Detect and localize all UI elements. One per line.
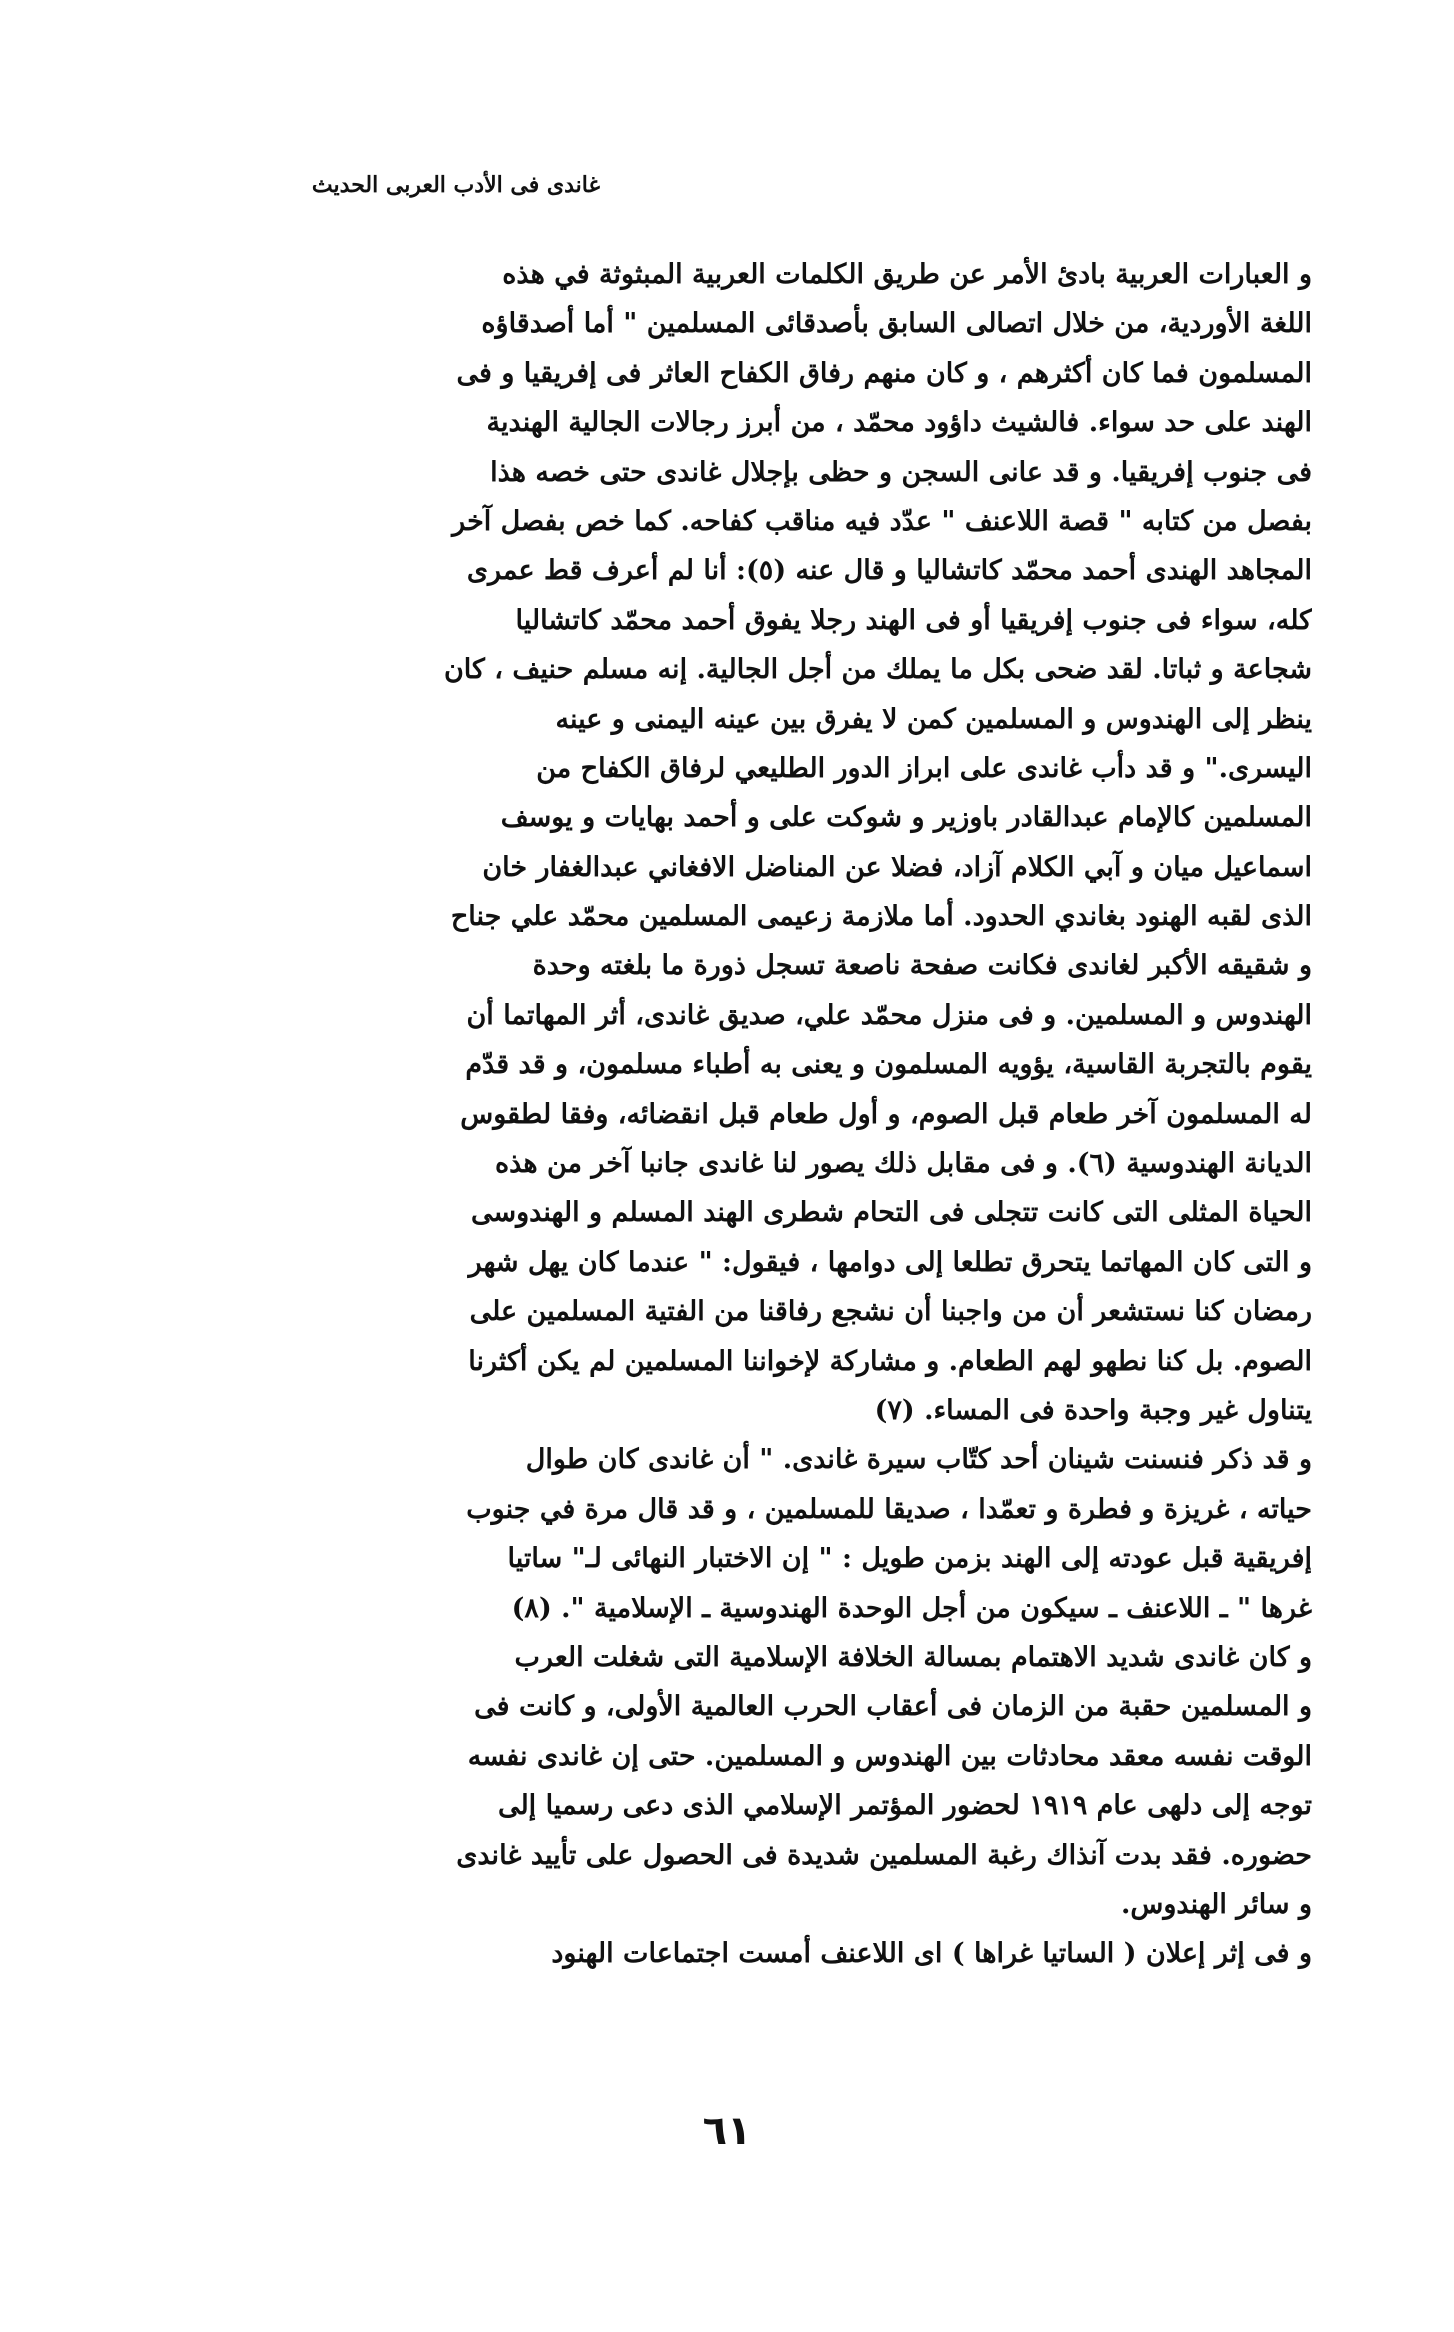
- text-line: المسلمين كالإمام عبدالقادر باوزير و شوكت على و أحمد بهايات و يوسف: [500, 802, 1312, 834]
- text-line: الديانة الهندوسية (٦). و فى مقابل ذلك يصور لنا غاندى جانبا آخر من هذه: [495, 1148, 1312, 1180]
- text-line: حياته ، غريزة و فطرة و تعمّدا ، صديقا للمسلمين ، و قد قال مرة في جنوب: [466, 1493, 1312, 1525]
- text-line: المجاهد الهندى أحمد محمّد كاتشاليا و قال عنه (٥): أنا لم أعرف قط عمرى: [466, 555, 1312, 587]
- text-line: توجه إلى دلهى عام ١٩١٩ لحضور المؤتمر الإسلامي الذى دعى رسميا إلى: [497, 1790, 1312, 1822]
- text-line: فى جنوب إفريقيا. و قد عانى السجن و حظى بإجلال غاندى حتى خصه هذا: [490, 456, 1312, 488]
- text-line: له المسلمون آخر طعام قبل الصوم، و أول طعام قبل انقضائه، وفقا لطقوس: [460, 1098, 1312, 1130]
- text-line: رمضان كنا نستشعر أن من واجبنا أن نشجع رفاقنا من الفتية المسلمين على: [469, 1296, 1312, 1328]
- text-line: يقوم بالتجربة القاسية، يؤويه المسلمون و يعنى به أطباء مسلمون، و قد قدّم: [465, 1049, 1312, 1081]
- text-line: و التى كان المهاتما يتحرق تطلعا إلى دوامها ، فيقول: " عندما كان يهل شهر: [468, 1246, 1312, 1278]
- text-line: الصوم. بل كنا نطهو لهم الطعام. و مشاركة لإخواننا المسلمين لم يكن أكثرنا: [468, 1345, 1312, 1377]
- page-number: ٦١: [702, 2108, 752, 2154]
- text-line: اسماعيل ميان و آبي الكلام آزاد، فضلا عن المناضل الافغاني عبدالغفار خان: [482, 851, 1312, 883]
- text-line: الهندوس و المسلمين. و فى منزل محمّد علي، صديق غاندى، أثر المهاتما أن: [466, 999, 1312, 1031]
- text-line: و قد ذكر فنسنت شينان أحد كتّاب سيرة غاندى. " أن غاندى كان طوال: [525, 1444, 1312, 1476]
- text-line: الذى لقبه الهنود بغاندي الحدود. أما ملازمة زعيمى المسلمين محمّد علي جناح: [450, 901, 1312, 933]
- text-line: كله، سواء فى جنوب إفريقيا أو فى الهند رجلا يفوق أحمد محمّد كاتشاليا: [515, 604, 1312, 636]
- text-line: الوقت نفسه معقد محادثات بين الهندوس و المسلمين. حتى إن غاندى نفسه: [467, 1740, 1312, 1772]
- text-line: بفصل من كتابه " قصة اللاعنف " عدّد فيه مناقب كفاحه. كما خص بفصل آخر: [452, 505, 1312, 537]
- running-header: غاندى فى الأدب العربى الحديث: [311, 172, 600, 198]
- text-line: و العبارات العربية بادئ الأمر عن طريق الكلمات العربية المبثوثة في هذه: [502, 259, 1312, 290]
- text-line: ينظر إلى الهندوس و المسلمين كمن لا يفرق بين عينه اليمنى و عينه: [555, 703, 1312, 735]
- text-line: و شقيقه الأكبر لغاندى فكانت صفحة ناصعة تسجل ذورة ما بلغته وحدة: [532, 950, 1312, 982]
- text-line: غرها " ـ اللاعنف ـ سيكون من أجل الوحدة الهندوسية ـ الإسلامية ". (٨): [511, 1592, 1312, 1624]
- text-line: يتناول غير وجبة واحدة فى المساء. (٧): [874, 1394, 1312, 1426]
- text-line: المسلمون فما كان أكثرهم ، و كان منهم رفاق الكفاح العاثر فى إفريقيا و فى: [456, 357, 1312, 389]
- text-line: و سائر الهندوس.: [1121, 1888, 1312, 1920]
- text-line: و فى إثر إعلان ( الساتيا غراها ) اى اللاعنف أمست اجتماعات الهنود: [551, 1938, 1312, 1970]
- text-line: و كان غاندى شديد الاهتمام بمسالة الخلافة الإسلامية التى شغلت العرب: [514, 1641, 1312, 1673]
- text-line: حضوره. فقد بدت آنذاك رغبة المسلمين شديدة فى الحصول على تأييد غاندى: [456, 1839, 1312, 1871]
- body-text: [222, 250, 1312, 1979]
- text-line: الهند على حد سواء. فالشيث داؤود محمّد ، من أبرز رجالات الجالية الهندية: [486, 407, 1312, 439]
- text-line: الحياة المثلى التى كانت تتجلى فى التحام شطرى الهند المسلم و الهندوسى: [470, 1197, 1312, 1229]
- text-line: اليسرى." و قد دأب غاندى على ابراز الدور الطليعي لرفاق الكفاح من: [536, 752, 1312, 784]
- text-line: و المسلمين حقبة من الزمان فى أعقاب الحرب العالمية الأولى، و كانت فى: [474, 1691, 1312, 1723]
- text-line: اللغة الأوردية، من خلال اتصالى السابق بأصدقائى المسلمين " أما أصدقاؤه: [481, 308, 1312, 340]
- text-line: شجاعة و ثباتا. لقد ضحى بكل ما يملك من أجل الجالية. إنه مسلم حنيف ، كان: [443, 654, 1312, 686]
- text-line: إفريقية قبل عودته إلى الهند بزمن طويل : " إن الاختبار النهائى لـ" ساتيا: [507, 1543, 1312, 1575]
